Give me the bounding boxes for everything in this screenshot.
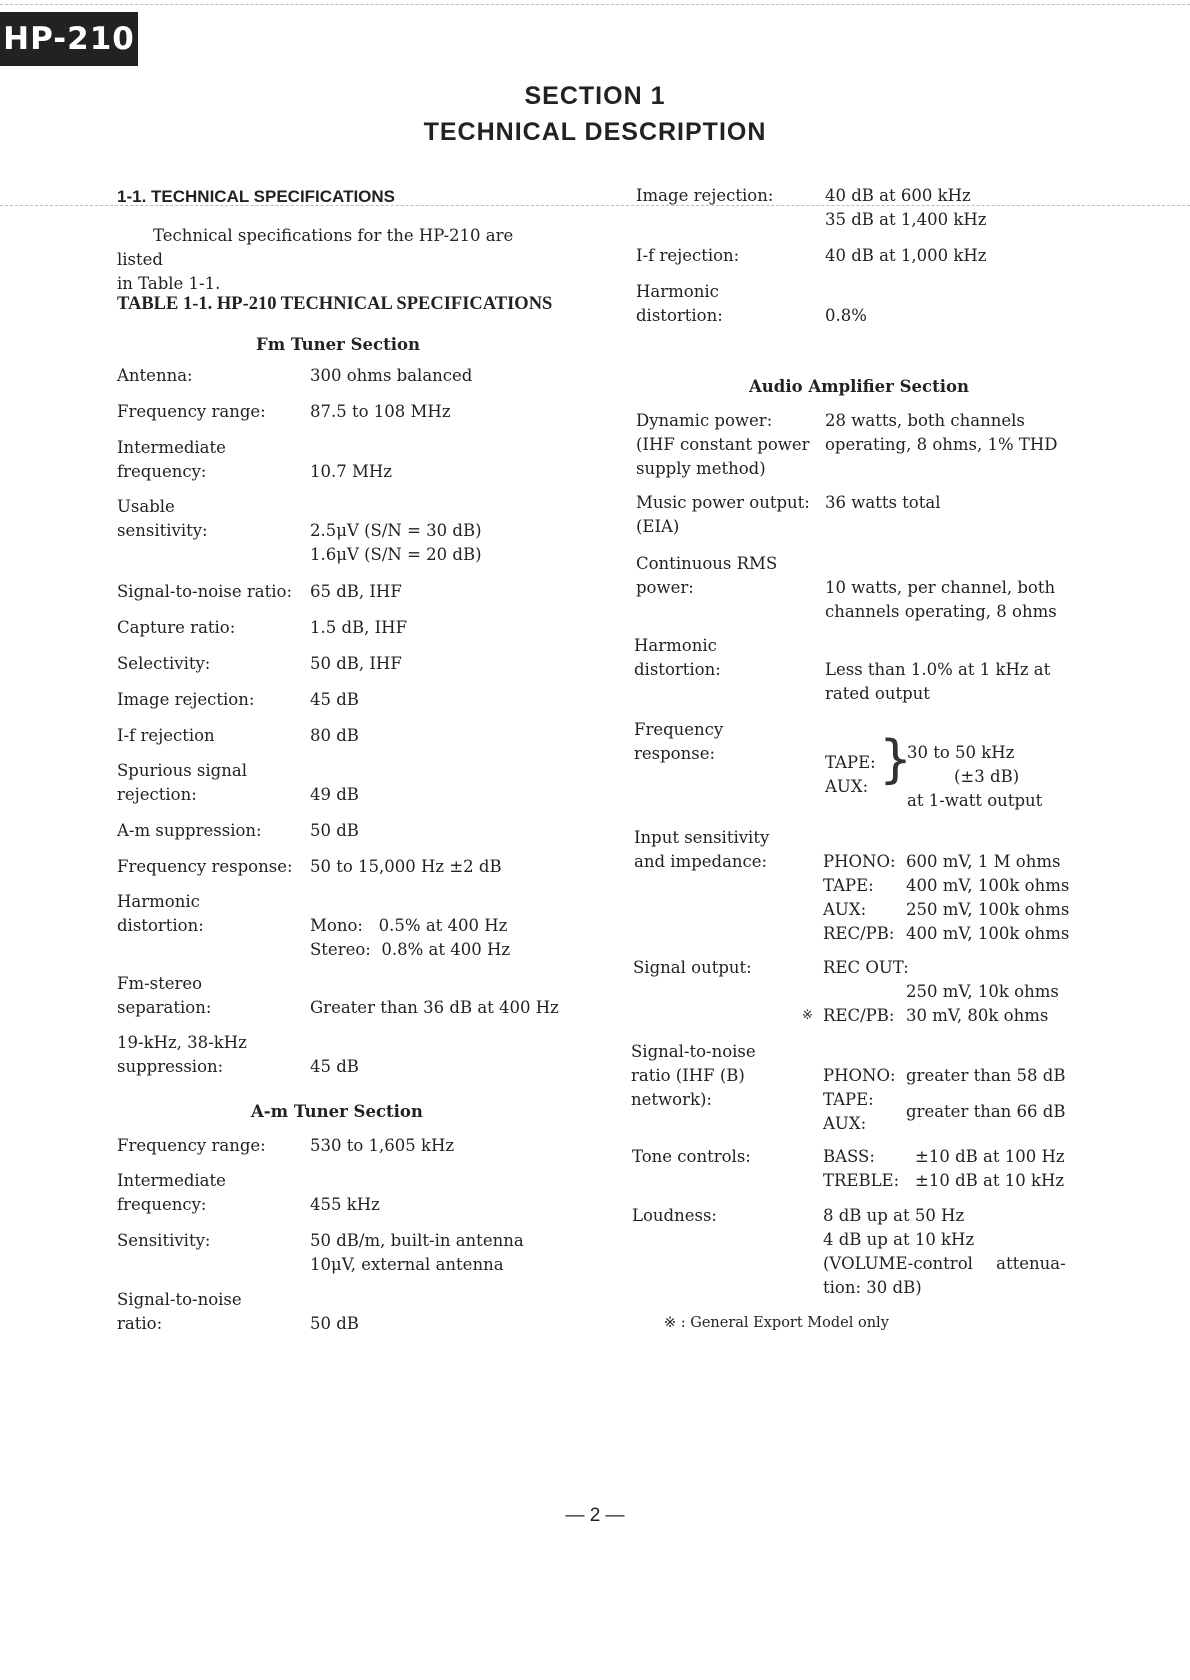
top-border	[0, 4, 1190, 5]
audio-dyn-label-2: (IHF constant power	[636, 435, 810, 454]
audio-rms-value-1: 10 watts, per channel, both	[825, 578, 1056, 597]
audio-loud-label: Loudness:	[632, 1206, 717, 1225]
am-harm-label-2: distortion:	[636, 306, 723, 325]
intro-paragraph	[117, 224, 557, 296]
am-if-rej-label: I-f rejection:	[636, 246, 740, 265]
snr-tape-key: TAPE:	[823, 1090, 874, 1109]
am-image-value-1: 40 dB at 600 kHz	[825, 186, 971, 205]
fm-sep-value: Greater than 36 dB at 400 Hz	[310, 998, 559, 1017]
fm-sep-label-1: Fm-stereo	[117, 974, 203, 993]
section-number: SECTION 1	[524, 82, 666, 110]
table-title: TABLE 1-1. HP-210 TECHNICAL SPECIFICATIONS	[117, 294, 553, 314]
audio-freq-value-2: (±3 dB)	[954, 767, 1020, 786]
fm-snr-label: Signal-to-noise ratio:	[117, 582, 293, 601]
tone-treble-key: TREBLE:	[823, 1171, 900, 1190]
am-if-value: 455 kHz	[310, 1195, 380, 1214]
audio-rms-label-1: Continuous RMS	[636, 554, 778, 573]
fm-spurious-value: 49 dB	[310, 785, 359, 804]
audio-snr-label-2: ratio (IHF (B)	[631, 1066, 745, 1085]
tone-bass-key: BASS:	[823, 1147, 875, 1166]
snr-phono-key: PHONO:	[823, 1066, 896, 1085]
am-section-title: A-m Tuner Section	[251, 1102, 423, 1121]
am-if-label-2: frequency:	[117, 1195, 207, 1214]
fm-antenna-label: Antenna:	[117, 366, 193, 385]
am-sens-value-1: 50 dB/m, built-in antenna	[310, 1231, 524, 1250]
am-snr-label-2: ratio:	[117, 1314, 163, 1333]
sigout-rec-out-key: REC OUT:	[823, 958, 909, 977]
input-row-phono-key: PHONO:	[823, 852, 896, 871]
fm-if-rej-value: 80 dB	[310, 726, 359, 745]
fm-supp-value: 45 dB	[310, 1057, 359, 1076]
fm-am-supp-value: 50 dB	[310, 821, 359, 840]
snr-aux-key: AUX:	[823, 1114, 867, 1133]
audio-input-label-1: Input sensitivity	[634, 828, 770, 847]
am-snr-label-1: Signal-to-noise	[117, 1290, 242, 1309]
fm-harm-label-1: Harmonic	[117, 892, 200, 911]
am-sens-value-2: 10μV, external antenna	[310, 1255, 504, 1274]
audio-harm-value-2: rated output	[825, 684, 930, 703]
heading-rule	[0, 205, 1190, 206]
audio-music-label-1: Music power output:	[636, 493, 810, 512]
am-snr-value: 50 dB	[310, 1314, 359, 1333]
tone-bass-value: ±10 dB at 100 Hz	[915, 1147, 1065, 1166]
audio-dyn-value-2: operating, 8 ohms, 1% THD	[825, 435, 1058, 454]
audio-freq-label-1: Frequency	[634, 720, 724, 739]
audio-harm-value-1: Less than 1.0% at 1 kHz at	[825, 660, 1051, 679]
am-freq-range-value: 530 to 1,605 kHz	[310, 1136, 455, 1155]
fm-freq-resp-label: Frequency response:	[117, 857, 293, 876]
fm-harm-mono: Mono: 0.5% at 400 Hz	[310, 916, 508, 935]
fm-supp-label-1: 19-kHz, 38-kHz	[117, 1033, 247, 1052]
audio-harm-label-2: distortion:	[634, 660, 721, 679]
sigout-recpb-key: REC/PB:	[823, 1006, 895, 1025]
section-title: TECHNICAL DESCRIPTION	[423, 118, 767, 146]
audio-harm-label-1: Harmonic	[634, 636, 717, 655]
am-image-value-2: 35 dB at 1,400 kHz	[825, 210, 987, 229]
am-image-label: Image rejection:	[636, 186, 774, 205]
loud-value-3: (VOLUME-control attenua-	[823, 1254, 1066, 1273]
fm-selectivity-label: Selectivity:	[117, 654, 211, 673]
audio-snr-label-1: Signal-to-noise	[631, 1042, 756, 1061]
fm-supp-label-2: suppression:	[117, 1057, 224, 1076]
fm-antenna-value: 300 ohms balanced	[310, 366, 473, 385]
audio-music-value: 36 watts total	[825, 493, 941, 512]
audio-input-label-2: and impedance:	[634, 852, 768, 871]
audio-rms-label-2: power:	[636, 578, 694, 597]
tone-treble-value: ±10 dB at 10 kHz	[915, 1171, 1065, 1190]
loud-value-4: tion: 30 dB)	[823, 1278, 922, 1297]
input-row-recpb-key: REC/PB:	[823, 924, 895, 943]
footnote: ※ : General Export Model only	[664, 1315, 889, 1331]
audio-freq-tape: TAPE:	[825, 753, 876, 772]
loud-value-1: 8 dB up at 50 Hz	[823, 1206, 965, 1225]
fm-harm-label-2: distortion:	[117, 916, 204, 935]
page-number: — 2 —	[565, 1505, 625, 1526]
fm-snr-value: 65 dB, IHF	[310, 582, 402, 601]
fm-usable-value-2: 1.6μV (S/N = 20 dB)	[310, 545, 482, 564]
am-sens-label: Sensitivity:	[117, 1231, 211, 1250]
intro-line-2: in Table 1-1.	[117, 274, 221, 293]
audio-dyn-value-1: 28 watts, both channels	[825, 411, 1025, 430]
am-harm-label-1: Harmonic	[636, 282, 719, 301]
fm-freq-resp-value: 50 to 15,000 Hz ±2 dB	[310, 857, 502, 876]
fm-sep-label-2: separation:	[117, 998, 212, 1017]
fm-if-label-2: frequency:	[117, 462, 207, 481]
audio-sigout-label: Signal output:	[633, 958, 752, 977]
intro-line-1: Technical specifications for the HP-210 are listed	[117, 226, 514, 269]
model-badge: HP-210	[0, 12, 138, 66]
input-row-aux-value: 250 mV, 100k ohms	[906, 900, 1070, 919]
am-freq-range-label: Frequency range:	[117, 1136, 266, 1155]
spec-heading: 1-1. TECHNICAL SPECIFICATIONS	[117, 187, 396, 206]
audio-freq-label-2: response:	[634, 744, 716, 763]
sigout-recpb-value: 30 mV, 80k ohms	[906, 1006, 1049, 1025]
loud-value-2: 4 dB up at 10 kHz	[823, 1230, 975, 1249]
fm-usable-label-1: Usable	[117, 497, 175, 516]
sigout-rec-out-value: 250 mV, 10k ohms	[906, 982, 1059, 1001]
brace-icon: }	[879, 730, 913, 790]
input-row-tape-key: TAPE:	[823, 876, 874, 895]
fm-am-supp-label: A-m suppression:	[117, 821, 262, 840]
input-row-tape-value: 400 mV, 100k ohms	[906, 876, 1070, 895]
audio-freq-aux: AUX:	[825, 777, 869, 796]
fm-freq-range-value: 87.5 to 108 MHz	[310, 402, 451, 421]
fm-spurious-label-2: rejection:	[117, 785, 197, 804]
fm-usable-value-1: 2.5μV (S/N = 30 dB)	[310, 521, 482, 540]
input-row-phono-value: 600 mV, 1 M ohms	[906, 852, 1061, 871]
audio-rms-value-2: channels operating, 8 ohms	[825, 602, 1057, 621]
audio-freq-value-3: at 1-watt output	[907, 791, 1043, 810]
audio-snr-label-3: network):	[631, 1090, 712, 1109]
am-harm-value: 0.8%	[825, 306, 867, 325]
snr-tape-aux-value: greater than 66 dB	[906, 1102, 1066, 1121]
fm-capture-label: Capture ratio:	[117, 618, 236, 637]
fm-freq-range-label: Frequency range:	[117, 402, 266, 421]
fm-section-title: Fm Tuner Section	[256, 335, 420, 354]
audio-freq-value-1: 30 to 50 kHz	[907, 743, 1015, 762]
am-if-label-1: Intermediate	[117, 1171, 226, 1190]
fm-image-label: Image rejection:	[117, 690, 255, 709]
fm-spurious-label-1: Spurious signal	[117, 761, 247, 780]
audio-dyn-label-1: Dynamic power:	[636, 411, 773, 430]
audio-dyn-label-3: supply method)	[636, 459, 766, 478]
audio-tone-label: Tone controls:	[632, 1147, 751, 1166]
audio-music-label-2: (EIA)	[636, 517, 680, 536]
am-if-rej-value: 40 dB at 1,000 kHz	[825, 246, 987, 265]
snr-phono-value: greater than 58 dB	[906, 1066, 1066, 1085]
fm-harm-stereo: Stereo: 0.8% at 400 Hz	[310, 940, 511, 959]
fm-if-value: 10.7 MHz	[310, 462, 392, 481]
audio-section-title: Audio Amplifier Section	[749, 377, 969, 396]
fm-selectivity-value: 50 dB, IHF	[310, 654, 402, 673]
input-row-recpb-value: 400 mV, 100k ohms	[906, 924, 1070, 943]
export-mark-icon: ※	[802, 1008, 813, 1023]
fm-if-label-1: Intermediate	[117, 438, 226, 457]
fm-capture-value: 1.5 dB, IHF	[310, 618, 408, 637]
fm-if-rej-label: I-f rejection	[117, 726, 215, 745]
fm-image-value: 45 dB	[310, 690, 359, 709]
input-row-aux-key: AUX:	[823, 900, 867, 919]
fm-usable-label-2: sensitivity:	[117, 521, 208, 540]
